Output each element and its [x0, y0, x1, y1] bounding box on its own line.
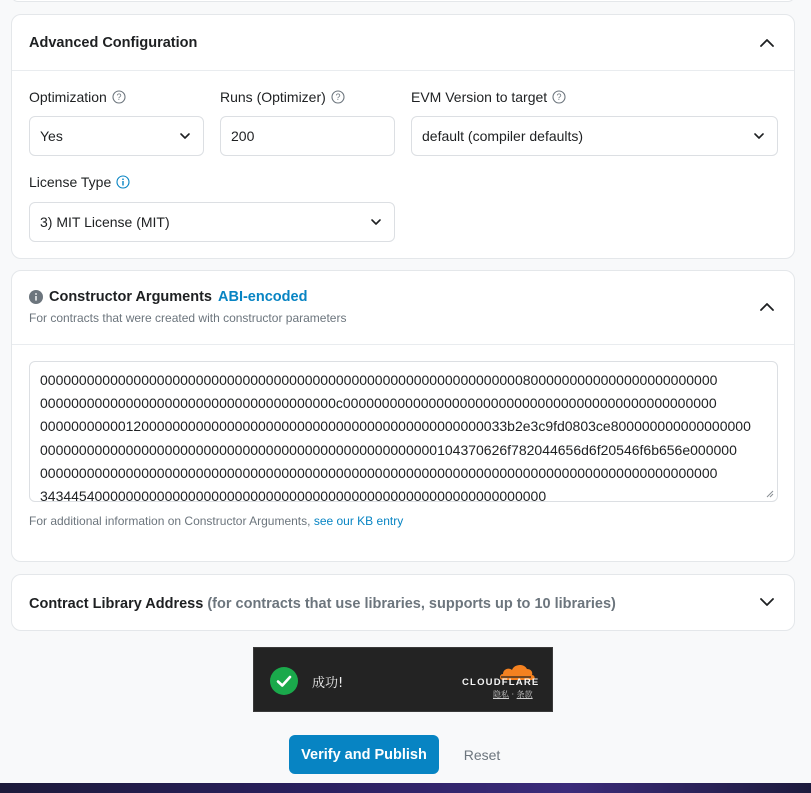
constructor-arguments-note-text: For additional information on Constructor Arguments,	[29, 514, 314, 528]
license-type-value: 3) MIT License (MIT)	[40, 214, 170, 230]
terms-link[interactable]: 条款	[516, 690, 533, 699]
chevron-down-icon	[753, 130, 765, 142]
verify-and-publish-button[interactable]: Verify and Publish	[289, 735, 439, 774]
cloudflare-captcha-widget[interactable]	[253, 647, 553, 712]
license-type-label-text: License Type	[29, 174, 112, 190]
constructor-arguments-header[interactable]	[12, 271, 794, 345]
constructor-arguments-line: 000000000001200000000000000000000000000000000000000000000033b2e3c9fd0803ce800000000000000000	[40, 418, 751, 435]
kb-entry-link[interactable]: see our KB entry	[313, 514, 404, 528]
contract-library-card[interactable]	[11, 574, 795, 631]
abi-encoded-link[interactable]: ABI-encoded	[218, 289, 308, 305]
captcha-links	[493, 689, 533, 700]
evm-version-label	[411, 89, 566, 105]
svg-text:?: ?	[335, 92, 341, 103]
contract-library-subtitle: (for contracts that use libraries, supports up to 10 libraries)	[207, 596, 616, 612]
advanced-configuration-header[interactable]	[12, 15, 794, 71]
advanced-configuration-title: Advanced Configuration	[29, 35, 198, 51]
chevron-up-icon[interactable]	[758, 34, 776, 52]
optimization-label	[29, 89, 126, 105]
evm-version-value: default (compiler defaults)	[422, 128, 584, 144]
question-circle-icon[interactable]	[112, 90, 126, 104]
previous-card-edge	[11, 0, 795, 2]
captcha-status-text: 成功!	[312, 676, 344, 691]
contract-library-title	[29, 596, 616, 612]
constructor-arguments-line: 000000000000000000000000000000000000000000000000000000000000000000000000000000000000000	[40, 464, 718, 481]
cloudflare-brand-text: CLOUDFLARE	[462, 677, 540, 688]
constructor-arguments-title-text: Constructor Arguments	[49, 289, 212, 305]
reset-button[interactable]: Reset	[463, 746, 501, 763]
question-circle-icon[interactable]	[331, 90, 345, 104]
chevron-down-icon	[179, 130, 191, 142]
resize-handle-icon[interactable]	[766, 490, 774, 498]
page-footer-band	[0, 783, 811, 793]
constructor-arguments-line: 34344540000000000000000000000000000000000000000000000000000000000	[40, 488, 547, 502]
info-filled-icon	[29, 290, 43, 304]
constructor-arguments-title	[29, 289, 307, 305]
license-type-select[interactable]	[29, 202, 395, 242]
question-circle-icon[interactable]	[552, 90, 566, 104]
constructor-arguments-subtitle: For contracts that were created with constructor parameters	[29, 311, 347, 325]
evm-version-select[interactable]	[411, 116, 778, 156]
success-check-icon	[270, 667, 298, 695]
runs-value: 200	[231, 128, 255, 144]
privacy-link[interactable]: 隐私	[493, 690, 509, 699]
runs-label	[220, 89, 345, 105]
chevron-down-icon[interactable]	[758, 593, 776, 611]
evm-version-label-text: EVM Version to target	[411, 89, 548, 105]
optimization-select[interactable]	[29, 116, 204, 156]
chevron-down-icon	[370, 216, 382, 228]
runs-input[interactable]	[220, 116, 395, 156]
info-circle-icon[interactable]	[116, 175, 130, 189]
constructor-arguments-card	[11, 270, 795, 562]
constructor-arguments-note	[29, 514, 403, 528]
svg-text:?: ?	[556, 92, 562, 103]
license-type-label	[29, 174, 130, 190]
constructor-arguments-line: 000000000000000000000000000000000000000000000000000000000000008000000000000000000000000	[40, 372, 718, 388]
optimization-value: Yes	[40, 128, 63, 144]
svg-text:?: ?	[116, 92, 122, 103]
advanced-configuration-card	[11, 14, 795, 259]
runs-label-text: Runs (Optimizer)	[220, 89, 326, 105]
chevron-up-icon[interactable]	[758, 298, 776, 316]
constructor-arguments-line: 00000000000000000000000000000000000000c000000000000000000000000000000000000000000000000	[40, 395, 717, 412]
optimization-label-text: Optimization	[29, 89, 107, 105]
contract-library-title-text: Contract Library Address	[29, 596, 204, 612]
captcha-link-separator: ·	[509, 690, 517, 699]
constructor-arguments-textarea[interactable]	[29, 361, 778, 502]
constructor-arguments-line: 000000000000000000000000000000000000000000000000000104370626f782044656d6f20546f6b656e000000	[40, 441, 737, 458]
